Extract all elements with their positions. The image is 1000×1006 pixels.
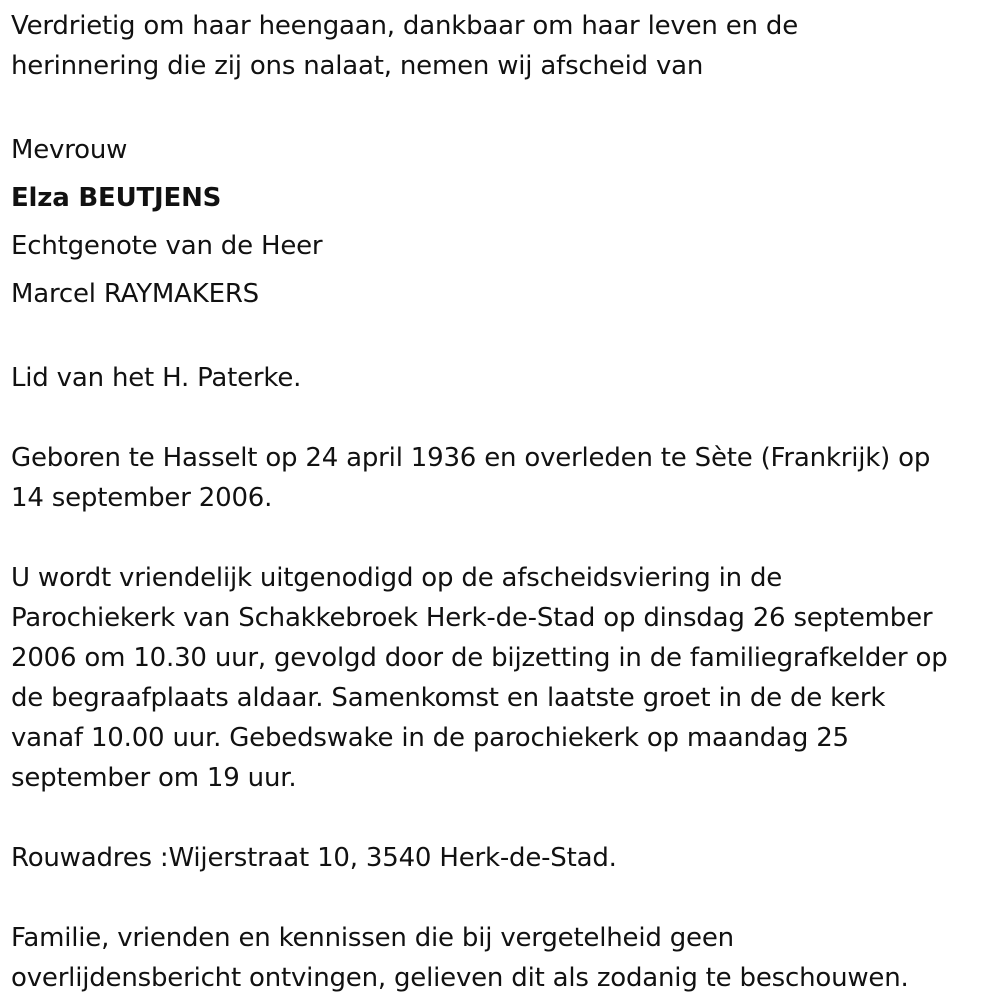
paragraph-gap xyxy=(11,398,991,438)
birth-death-line: Geboren te Hasselt op 24 april 1936 en overleden te Sète (Frankrijk) op xyxy=(11,443,931,473)
paragraph-gap xyxy=(11,318,991,358)
paragraph-gap xyxy=(11,878,991,918)
ceremony-line: 2006 om 10.30 uur, gevolgd door de bijzetting in de familiegrafkelder op xyxy=(11,643,948,673)
membership-line: Lid van het H. Paterke. xyxy=(11,363,302,393)
closing-line: Familie, vrienden en kennissen die bij vergetelheid geen xyxy=(11,923,734,953)
intro-line: herinnering die zij ons nalaat, nemen wij afscheid van xyxy=(11,51,704,81)
ceremony-line: vanaf 10.00 uur. Gebedswake in de parochiekerk op maandag 25 xyxy=(11,723,849,753)
birth-death-line: 14 september 2006. xyxy=(11,483,273,513)
person-block xyxy=(11,126,991,318)
person-relation: Echtgenote van de Heer xyxy=(11,231,323,261)
intro-line: Verdrietig om haar heengaan, dankbaar om haar leven en de xyxy=(11,11,798,41)
paragraph-gap xyxy=(11,86,991,126)
paragraph-gap xyxy=(11,518,991,558)
person-title: Mevrouw xyxy=(11,135,128,165)
intro-paragraph xyxy=(11,6,991,86)
closing-line: overlijdensbericht ontvingen, gelieven dit als zodanig te beschouwen. xyxy=(11,963,909,993)
person-name: Elza BEUTJENS xyxy=(11,183,222,213)
ceremony-paragraph xyxy=(11,558,991,798)
ceremony-line: Parochiekerk van Schakkebroek Herk-de-Stad op dinsdag 26 september xyxy=(11,603,933,633)
ceremony-line: de begraafplaats aldaar. Samenkomst en laatste groet in de de kerk xyxy=(11,683,886,713)
paragraph-gap xyxy=(11,798,991,838)
address-paragraph xyxy=(11,838,991,878)
birth-death-paragraph xyxy=(11,438,991,518)
ceremony-line: U wordt vriendelijk uitgenodigd op de afscheidsviering in de xyxy=(11,563,783,593)
ceremony-line: september om 19 uur. xyxy=(11,763,297,793)
closing-paragraph xyxy=(11,918,991,998)
spouse-name: Marcel RAYMAKERS xyxy=(11,279,259,309)
membership-paragraph xyxy=(11,358,991,398)
obituary-document xyxy=(11,6,991,998)
address-line: Rouwadres :Wijerstraat 10, 3540 Herk-de-Stad. xyxy=(11,843,617,873)
